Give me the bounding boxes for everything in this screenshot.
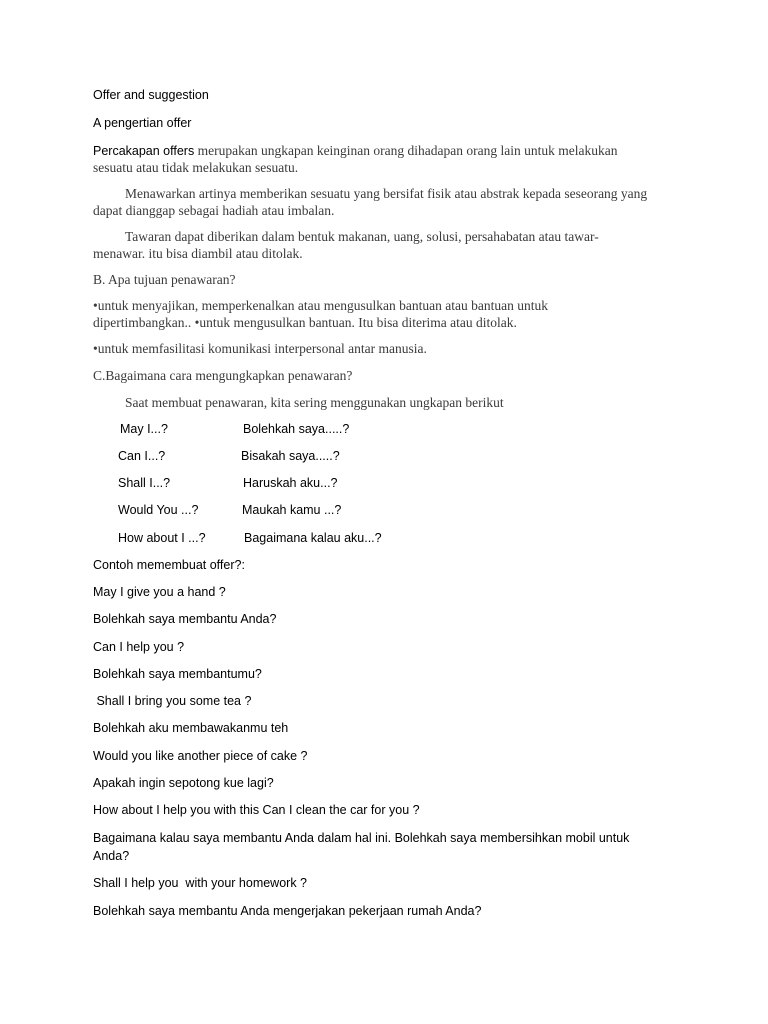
paragraph-2-line-2: dapat dianggap sebagai hadiah atau imbalan.: [93, 203, 335, 218]
bullet-1-line-1: •untuk menyajikan, memperkenalkan atau mengusulkan bantuan atau bantuan untuk: [93, 298, 548, 313]
examples-heading: Contoh memembuat offer?:: [93, 558, 245, 572]
example-line: Bolehkah saya membantu Anda mengerjakan pekerjaan rumah Anda?: [93, 904, 482, 918]
definition-text: merupakan ungkapan keinginan orang dihadapan orang lain untuk melakukan: [194, 143, 618, 158]
example-line: Apakah ingin sepotong kue lagi?: [93, 776, 274, 790]
paragraph-2-line-1: Menawarkan artinya memberikan sesuatu yang bersifat fisik atau abstrak kepada seseorang yang: [125, 186, 648, 201]
phrase-id-5: Bagaimana kalau aku...?: [244, 531, 382, 545]
example-line: Bolehkah aku membawakanmu teh: [93, 721, 289, 735]
example-line: Would you like another piece of cake ?: [93, 749, 308, 763]
example-line: How about I help you with this Can I clean the car for you ?: [93, 803, 420, 817]
example-line: Shall I help you with your homework ?: [93, 876, 307, 890]
section-b-heading: B. Apa tujuan penawaran?: [93, 272, 236, 287]
bullet-2: •untuk memfasilitasi komunikasi interpersonal antar manusia.: [93, 341, 427, 356]
section-c-intro: Saat membuat penawaran, kita sering menggunakan ungkapan berikut: [125, 395, 504, 410]
example-line: Bagaimana kalau saya membantu Anda dalam hal ini. Bolehkah saya membersihkan mobil untuk: [93, 831, 630, 845]
phrase-en-2: Can I...?: [118, 449, 166, 463]
phrase-id-1: Bolehkah saya.....?: [243, 422, 350, 436]
phrase-id-2: Bisakah saya.....?: [241, 449, 340, 463]
phrase-id-3: Haruskah aku...?: [243, 476, 338, 490]
phrase-en-1: May I...?: [120, 422, 168, 436]
paragraph-3-line-1: Tawaran dapat diberikan dalam bentuk makanan, uang, solusi, persahabatan atau tawar-: [125, 229, 599, 244]
section-c-heading: C.Bagaimana cara mengungkapkan penawaran?: [93, 368, 353, 383]
example-line: Can I help you ?: [93, 640, 185, 654]
example-line: Bolehkah saya membantumu?: [93, 667, 262, 681]
phrase-id-4: Maukah kamu ...?: [242, 503, 342, 517]
phrase-en-4: Would You ...?: [118, 503, 199, 517]
phrase-en-5: How about I ...?: [118, 531, 206, 545]
example-line: May I give you a hand ?: [93, 585, 226, 599]
example-line: Anda?: [93, 849, 130, 863]
definition-line-1: [93, 142, 617, 160]
bullet-1-line-2: dipertimbangkan.. •untuk mengusulkan bantuan. Itu bisa diterima atau ditolak.: [93, 315, 517, 330]
section-a-heading: A pengertian offer: [93, 116, 192, 130]
definition-term: Percakapan offers: [93, 144, 195, 158]
definition-line-2: sesuatu atau tidak melakukan sesuatu.: [93, 160, 299, 175]
example-line: Shall I bring you some tea ?: [93, 694, 252, 708]
phrase-en-3: Shall I...?: [118, 476, 171, 490]
document-title: Offer and suggestion: [93, 88, 209, 102]
example-line: Bolehkah saya membantu Anda?: [93, 612, 277, 626]
paragraph-3-line-2: menawar. itu bisa diambil atau ditolak.: [93, 246, 303, 261]
